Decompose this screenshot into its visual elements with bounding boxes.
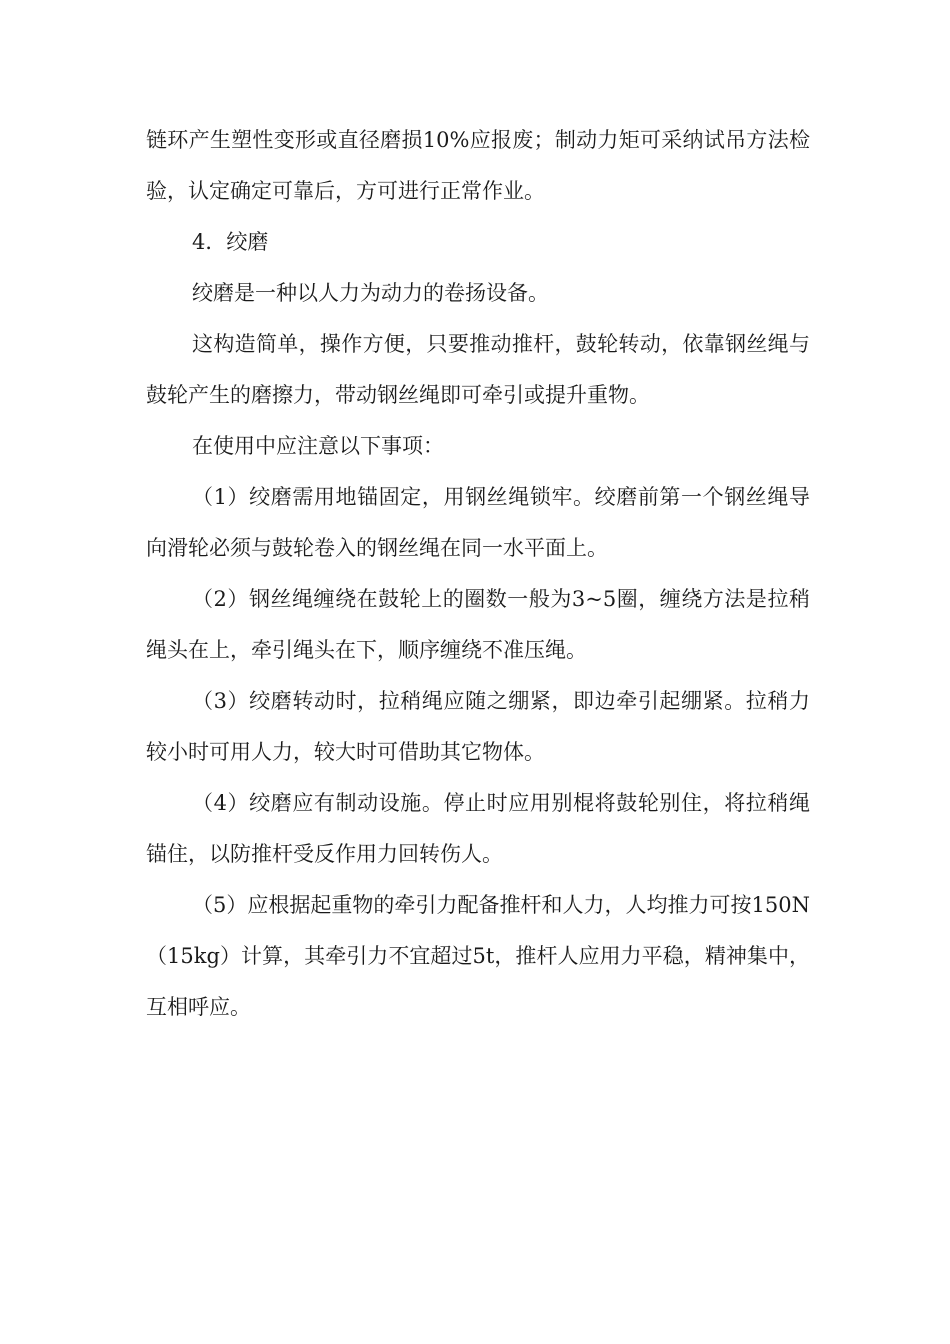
list-item-5: （5）应根据起重物的牵引力配备推杆和人力，人均推力可按150N（15kg）计算，其牵引力不宜超过5t，推杆人应用力平稳，精神集中，互相呼应。 [146, 893, 810, 1019]
section-heading-winch: 4．绞磨 [192, 230, 269, 254]
paragraph-continuation: 链环产生塑性变形或直径磨损10%应报废；制动力矩可采纳试吊方法检验，认定确定可靠后，方可进行正常作业。 [146, 128, 810, 203]
list-item-2: （2）钢丝绳缠绕在鼓轮上的圈数一般为3~5圈，缠绕方法是拉稍绳头在上，牵引绳头在下，顺序缠绕不准压绳。 [146, 587, 810, 662]
paragraph-structure: 这构造简单，操作方便，只要推动推杆，鼓轮转动，依靠钢丝绳与鼓轮产生的磨擦力，带动钢丝绳即可牵引或提升重物。 [146, 332, 810, 407]
list-item-4: （4）绞磨应有制动设施。停止时应用别棍将鼓轮别住，将拉稍绳锚住，以防推杆受反作用力回转伤人。 [146, 791, 810, 866]
list-item-3: （3）绞磨转动时，拉稍绳应随之绷紧，即边牵引起绷紧。拉稍力较小时可用人力，较大时可借助其它物体。 [146, 689, 810, 764]
list-item-1: （1）绞磨需用地锚固定，用钢丝绳锁牢。绞磨前第一个钢丝绳导向滑轮必须与鼓轮卷入的钢丝绳在同一水平面上。 [146, 485, 810, 560]
paragraph-definition: 绞磨是一种以人力为动力的卷扬设备。 [192, 281, 549, 305]
document-body [146, 115, 810, 1033]
paragraph-notice-intro: 在使用中应注意以下事项： [192, 434, 444, 458]
